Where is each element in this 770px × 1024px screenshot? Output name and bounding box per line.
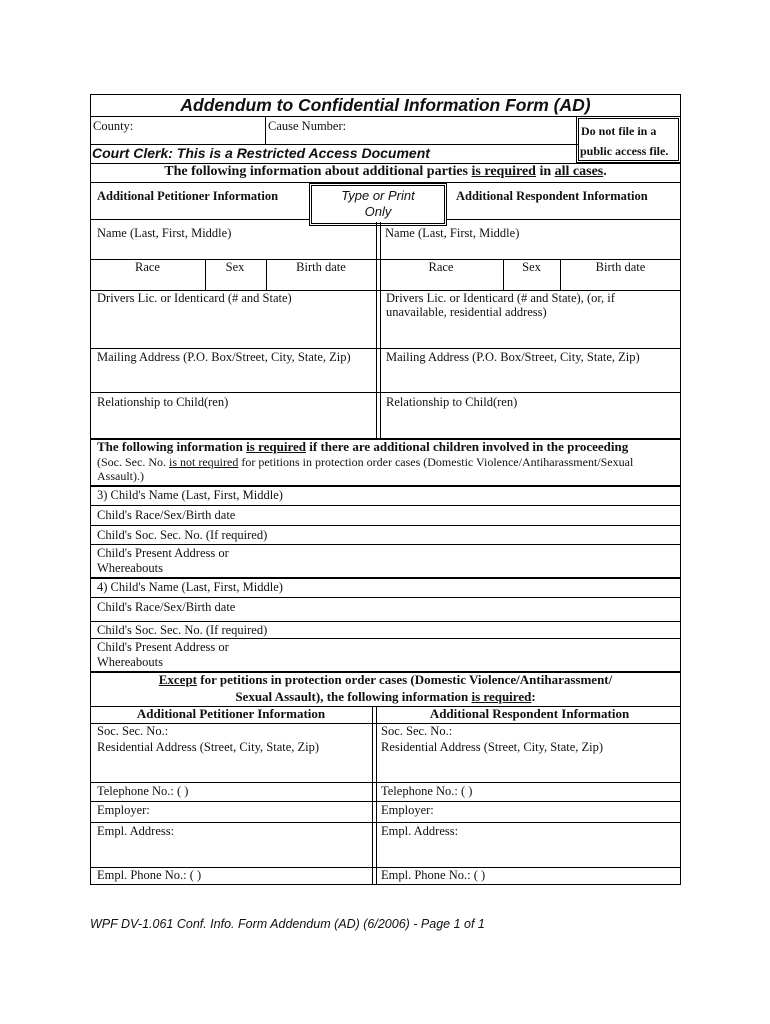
child3-ssn-label: Child's Soc. Sec. No. (If required) (97, 528, 268, 542)
type-or-print-line1: Type or Print (341, 188, 415, 203)
do-not-file-line1: Do not file in a (581, 124, 657, 138)
po-petitioner-empl-phone-label: Empl. Phone No.: ( ) (97, 868, 202, 882)
petitioner-relationship-label: Relationship to Child(ren) (97, 395, 229, 409)
po-respondent-telephone-label: Telephone No.: ( ) (381, 784, 473, 798)
child3-race-sex-dob-label: Child's Race/Sex/Birth date (97, 508, 236, 522)
po-petitioner-telephone-label: Telephone No.: ( ) (97, 784, 189, 798)
respondent-drivers-lic-line1: Drivers Lic. or Identicard (# and State), (or, if (386, 291, 615, 305)
po-petitioner-employer-label: Employer: (97, 803, 150, 817)
po-respondent-empl-phone-label: Empl. Phone No.: ( ) (381, 868, 486, 882)
child4-address-line1: Child's Present Address or (97, 640, 229, 654)
po-petitioner-empl-address-label: Empl. Address: (97, 824, 175, 838)
petitioner-name-field[interactable] (92, 224, 374, 258)
po-petitioner-ssn-label: Soc. Sec. No.: (97, 724, 169, 738)
except-line1: Except for petitions in protection order cases (Domestic Violence/Antiharassment/ (158, 672, 613, 687)
required-intro: The following information about additional parties is required in all cases. (164, 164, 607, 179)
except-line2: Sexual Assault), the following information is required: (235, 689, 536, 704)
petitioner-race-label: Race (135, 260, 160, 274)
child4-race-sex-dob-label: Child's Race/Sex/Birth date (97, 600, 236, 614)
petitioner-header: Additional Petitioner Information (97, 189, 279, 203)
child4-name-label: 4) Child's Name (Last, First, Middle) (97, 580, 283, 594)
petitioner-mailing-label: Mailing Address (P.O. Box/Street, City, State, Zip) (97, 350, 351, 364)
county-field[interactable] (92, 118, 264, 144)
respondent-race-label: Race (428, 260, 454, 274)
form-title: Addendum to Confidential Information Form (AD) (180, 95, 591, 115)
county-label: County: (93, 119, 134, 133)
respondent-name-field[interactable] (382, 224, 679, 258)
respondent-birth-date-label: Birth date (595, 260, 646, 274)
po-respondent-header: Additional Respondent Information (429, 706, 630, 721)
child4-address-line2: Whereabouts (97, 655, 163, 669)
respondent-drivers-lic-line2: unavailable, residential address) (386, 305, 547, 319)
po-petitioner-header: Additional Petitioner Information (136, 706, 326, 721)
respondent-mailing-label: Mailing Address (P.O. Box/Street, City, State, Zip) (386, 350, 640, 364)
respondent-name-label: Name (Last, First, Middle) (385, 226, 520, 240)
petitioner-birth-date-label: Birth date (296, 260, 346, 274)
cause-number-field[interactable] (267, 118, 573, 144)
respondent-header: Additional Respondent Information (456, 189, 648, 203)
child3-address-line2: Whereabouts (97, 561, 163, 575)
respondent-sex-label: Sex (522, 260, 541, 274)
petitioner-drivers-lic-label: Drivers Lic. or Identicard (# and State) (97, 291, 292, 305)
po-petitioner-residential-label: Residential Address (Street, City, State, Zip) (97, 740, 320, 754)
po-respondent-empl-address-label: Empl. Address: (381, 824, 459, 838)
petitioner-name-label: Name (Last, First, Middle) (97, 226, 232, 240)
court-clerk-notice: Court Clerk: This is a Restricted Access Document (92, 145, 430, 161)
children-intro: The following information is required if there are additional children involved in the proceeding (97, 439, 629, 454)
children-note-line1: (Soc. Sec. No. is not required for petitions in protection order cases (Domestic Violence/Antiharassment/Sexual (97, 455, 634, 469)
respondent-relationship-label: Relationship to Child(ren) (386, 395, 518, 409)
po-respondent-residential-label: Residential Address (Street, City, State, Zip) (381, 740, 604, 754)
child3-name-label: 3) Child's Name (Last, First, Middle) (97, 488, 283, 502)
form-footer: WPF DV-1.061 Conf. Info. Form Addendum (AD) (6/2006) - Page 1 of 1 (90, 917, 485, 931)
po-respondent-ssn-label: Soc. Sec. No.: (381, 724, 453, 738)
type-or-print-line2: Only (364, 204, 392, 219)
petitioner-sex-label: Sex (225, 260, 245, 274)
do-not-file-line2: public access file. (580, 144, 669, 158)
children-note-line2: Assault).) (97, 469, 144, 483)
cause-number-label: Cause Number: (268, 119, 347, 133)
child3-address-line1: Child's Present Address or (97, 546, 229, 560)
po-respondent-employer-label: Employer: (381, 803, 434, 817)
child4-ssn-label: Child's Soc. Sec. No. (If required) (97, 623, 268, 637)
